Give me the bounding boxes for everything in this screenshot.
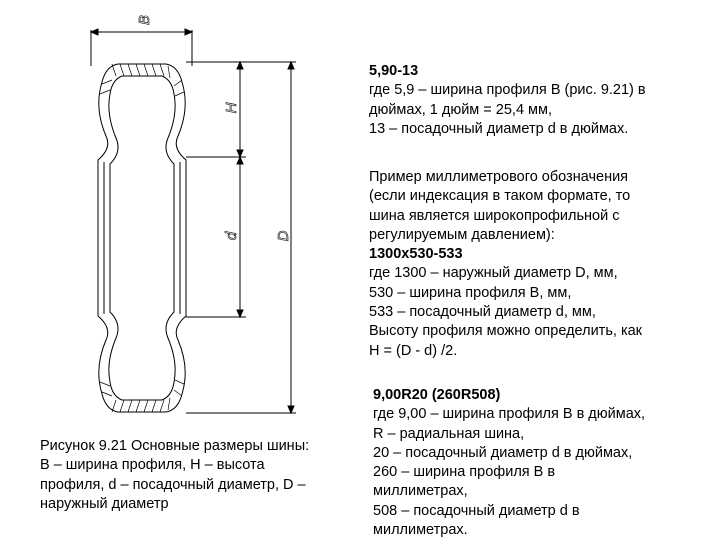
- text-line: R – радиальная шина,: [373, 425, 525, 442]
- tire-inner-outline: [109, 76, 175, 400]
- tire-outer-outline: [98, 64, 186, 412]
- text-line: 530 – ширина профиля В, мм,: [369, 284, 572, 301]
- text-line: 13 – посадочный диаметр d в дюймах.: [369, 120, 629, 137]
- extension-lines: [91, 30, 296, 413]
- text-line: (если индексация в таком формате, то: [369, 188, 631, 205]
- label-outer-d: D: [275, 230, 292, 242]
- text-line: дюймах, 1 дюйм = 25,4 мм,: [369, 101, 553, 118]
- mm-designation-code: 1300x530-533: [369, 246, 463, 263]
- tread-hatch-bottom: [100, 380, 184, 412]
- caption-line: профиля, d – посадочный диаметр, D –: [40, 476, 306, 493]
- tire-dimensions-diagram: [0, 0, 330, 430]
- caption-line: Рисунок 9.21 Основные размеры шины:: [40, 438, 310, 454]
- text-line: 20 – посадочный диаметр d в дюймах,: [373, 444, 633, 461]
- text-line: Высоту профиля можно определить, как: [369, 323, 643, 340]
- text-line: 508 – посадочный диаметр d в: [373, 502, 580, 519]
- text-line: H = (D - d) /2.: [369, 342, 458, 359]
- text-line: где 9,00 – ширина профиля В в дюймах,: [373, 406, 646, 423]
- text-line: шина является широкопрофильной с: [369, 207, 620, 224]
- width-dimension-line: [91, 29, 192, 35]
- figure-caption: [40, 437, 309, 514]
- mm-designation-block: [369, 168, 642, 361]
- radial-designation-block: [373, 386, 645, 540]
- text-line: миллиметрах,: [373, 483, 468, 500]
- inch-designation-block: [369, 62, 646, 139]
- label-h: H: [223, 102, 240, 114]
- radial-designation-title: 9,00R20 (260R508): [373, 387, 501, 403]
- text-line: Пример миллиметрового обозначения: [369, 169, 629, 185]
- text-line: 533 – посадочный диаметр d, мм,: [369, 304, 596, 321]
- text-line: 260 – ширина профиля В в: [373, 464, 556, 481]
- caption-line: наружный диаметр: [40, 495, 169, 512]
- text-line: регулируемым давлением):: [369, 226, 555, 243]
- text-line: где 5,9 – ширина профиля В (рис. 9.21) в: [369, 82, 646, 99]
- text-line: где 1300 – наружный диаметр D, мм,: [369, 265, 618, 282]
- tread-hatch-top: [100, 64, 184, 96]
- label-b: B: [136, 14, 153, 26]
- inch-designation-title: 5,90-13: [369, 63, 419, 79]
- caption-line: В – ширина профиля, Н – высота: [40, 457, 265, 474]
- label-d: d: [223, 231, 240, 241]
- text-line: миллиметрах.: [373, 522, 468, 539]
